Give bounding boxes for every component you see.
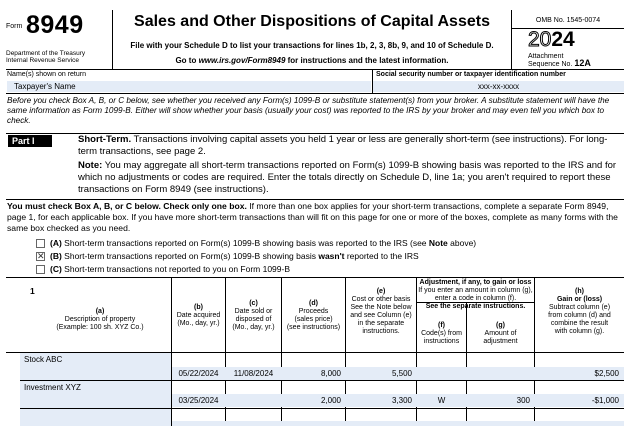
column-c-header: (c) Date sold or disposed of (Mo., day, yr.) bbox=[232, 300, 275, 331]
checkbox-b[interactable]: ✕ bbox=[37, 251, 45, 261]
row-1-gain: $2,500 bbox=[594, 369, 619, 378]
name-label: Name(s) shown on return bbox=[7, 71, 86, 78]
ssn-label: Social security number or taxpayer identification number bbox=[376, 71, 566, 78]
checkbox-b-label: (B) Short-term transactions reported on Form(s) 1099-B showing basis wasn't reported to the IRS bbox=[50, 251, 419, 261]
irs-link[interactable]: www.irs.gov/Form8949 bbox=[198, 56, 286, 65]
row-1-date-sold: 11/08/2024 bbox=[233, 369, 274, 378]
row-2-proceeds: 2,000 bbox=[320, 396, 341, 405]
row-2-date-acquired: 03/25/2024 bbox=[178, 396, 219, 405]
department-label: Department of the Treasury Internal Revenue Service bbox=[6, 50, 86, 64]
row-1-basis: 5,500 bbox=[391, 369, 412, 378]
adjustment-subtext: If you enter an amount in column (g), enter a code in column (f). See the separate instructions. bbox=[418, 287, 533, 310]
form-subtitle: File with your Schedule D to list your transactions for lines 1b, 2, 3, 8b, 9, and 10 of Schedule D. bbox=[130, 41, 494, 50]
intro-text: Before you check Box A, B, or C below, see whether you received any Form(s) 1099-B or substitute statement(s) from your broker. A substitute statement will have the same information as Form 1099-B. Either will show whether your basis (usually your cost) was reported to the IRS by your broker and may even tell you which box to check. bbox=[7, 96, 610, 125]
column-e-header: (e) Cost or other basis See the Note below and see Column (e) in the separate instructions. bbox=[350, 288, 412, 335]
column-g-header: (g) Amount of adjustment bbox=[483, 322, 518, 345]
row-1-proceeds: 8,000 bbox=[320, 369, 341, 378]
form-title: Sales and Other Dispositions of Capital Assets bbox=[134, 13, 490, 30]
name-value: Taxpayer's Name bbox=[14, 82, 76, 91]
checkbox-c-label: (C) Short-term transactions not reported to you on Form 1099-B bbox=[50, 264, 291, 274]
column-a-header: (a) Description of property (Example: 100 sh. XYZ Co.) bbox=[56, 308, 144, 331]
checkbox-a[interactable] bbox=[36, 239, 45, 248]
attachment-sequence: Attachment Sequence No. 12A bbox=[528, 53, 591, 68]
adjustment-header: Adjustment, if any, to gain or loss bbox=[419, 279, 532, 286]
must-check-text: You must check Box A, B, or C below. Check only one box. If more than one box applies for your short-term transactions, complete a separate Form 8949, page 1, for each applicable box. If you have more short-term transactions than will fit on this page for one or more of the boxes, complete as many forms with the same box checked as you need. bbox=[7, 201, 618, 233]
part-1-heading: Short-Term. Transactions involving capital assets you held 1 year or less are generally short-term (see instructions). For long-term transactions, see page 2. bbox=[78, 134, 608, 157]
row-2-description: Investment XYZ bbox=[24, 383, 81, 392]
part-1-note: Note: You may aggregate all short-term transactions reported on Form(s) 1099-B showing basis was reported to the IRS and for which no adjustments or codes are required. Enter the totals directly on Schedule D, line 1a; you aren't required to report these transactions on Form 8949 (see instructions). bbox=[78, 160, 617, 195]
row-1-description: Stock ABC bbox=[24, 355, 63, 364]
form-number: 8949 bbox=[26, 11, 84, 39]
column-f-header: (f) Code(s) from instructions bbox=[421, 322, 462, 345]
column-h-header: (h) Gain or (loss) Subtract column (e) from column (d) and combine the result with column (g). bbox=[548, 288, 611, 335]
irs-link-line: Go to www.irs.gov/Form8949 for instructions and the latest information. bbox=[175, 56, 449, 65]
row-2-gain: -$1,000 bbox=[591, 396, 619, 405]
checkbox-c[interactable] bbox=[36, 265, 45, 274]
row-1-date-acquired: 05/22/2024 bbox=[178, 369, 219, 378]
row-3-desc-field[interactable] bbox=[20, 409, 171, 426]
row-2-code: W bbox=[437, 396, 446, 405]
row-3-values-field[interactable] bbox=[172, 421, 624, 426]
row-2-adjustment: 300 bbox=[516, 396, 530, 405]
part-1-tag: Part I bbox=[8, 135, 52, 147]
ssn-value: xxx-xx-xxxx bbox=[477, 82, 520, 91]
omb-number: OMB No. 1545-0074 bbox=[535, 17, 601, 24]
tax-year: 2024 bbox=[528, 28, 575, 51]
column-b-header: (b) Date acquired (Mo., day, yr.) bbox=[176, 304, 221, 327]
checkbox-a-label: (A) Short-term transactions reported on Form(s) 1099-B showing basis was reported to the IRS (see Note above) bbox=[50, 238, 477, 248]
line-number: 1 bbox=[30, 286, 35, 296]
column-d-header: (d) Proceeds (sales price) (see instructions) bbox=[286, 300, 341, 331]
form-prefix: Form bbox=[6, 23, 23, 30]
row-2-basis: 3,300 bbox=[391, 396, 412, 405]
